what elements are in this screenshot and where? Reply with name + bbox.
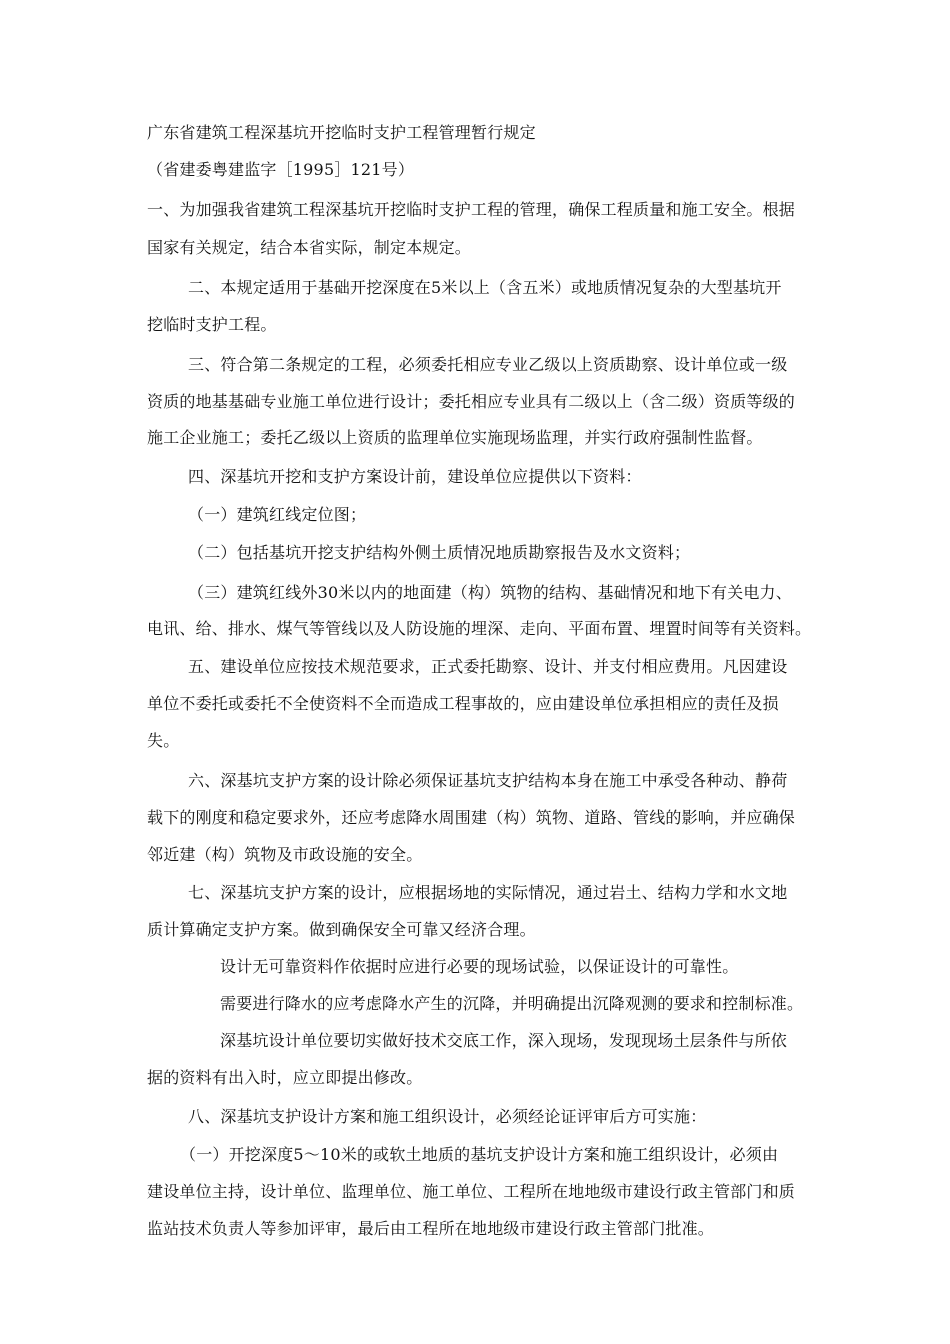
- text-line: 八、深基坑支护设计方案和施工组织设计，必须经论证评审后方可实施：: [188, 1107, 707, 1126]
- text-line: 资质的地基基础专业施工单位进行设计；委托相应专业具有二级以上（含二级）资质等级的: [147, 392, 796, 411]
- text-line: （一）建筑红线定位图；: [188, 505, 367, 524]
- text-line: （三）建筑红线外30米以内的地面建（构）筑物的结构、基础情况和地下有关电力、: [188, 583, 792, 602]
- text-line: 挖临时支护工程。: [147, 315, 277, 334]
- text-line: 失。: [147, 731, 180, 750]
- text-line: 需要进行降水的应考虑降水产生的沉降，并明确提出沉降观测的要求和控制标准。: [220, 994, 804, 1013]
- text-line: 监站技术负责人等参加评审，最后由工程所在地地级市建设行政主管部门批准。: [147, 1219, 715, 1238]
- text-line: （二）包括基坑开挖支护结构外侧土质情况地质勘察报告及水文资料；: [188, 543, 691, 562]
- text-line: 单位不委托或委托不全使资料不全而造成工程事故的，应由建设单位承担相应的责任及损: [147, 694, 779, 713]
- text-line: 三、符合第二条规定的工程，必须委托相应专业乙级以上资质勘察、设计单位或一级: [188, 355, 788, 374]
- text-line: 深基坑设计单位要切实做好技术交底工作，深入现场，发现现场土层条件与所依: [220, 1031, 788, 1050]
- text-line: 国家有关规定，结合本省实际，制定本规定。: [147, 238, 472, 257]
- text-line: 一、为加强我省建筑工程深基坑开挖临时支护工程的管理，确保工程质量和施工安全。根据: [147, 200, 796, 219]
- text-line: 设计无可靠资料作依据时应进行必要的现场试验，以保证设计的可靠性。: [220, 957, 739, 976]
- text-line: 七、深基坑支护方案的设计，应根据场地的实际情况，通过岩土、结构力学和水文地: [188, 883, 788, 902]
- document-number: （省建委粤建监字［1995］121号）: [147, 160, 415, 179]
- text-line: 五、建设单位应按技术规范要求，正式委托勘察、设计、并支付相应费用。凡因建设: [188, 657, 788, 676]
- text-line: 六、深基坑支护方案的设计除必须保证基坑支护结构本身在施工中承受各种动、静荷: [188, 771, 788, 790]
- text-line: 二、本规定适用于基础开挖深度在5米以上（含五米）或地质情况复杂的大型基坑开: [188, 278, 782, 297]
- text-line: 四、深基坑开挖和支护方案设计前，建设单位应提供以下资料：: [188, 467, 642, 486]
- text-line: 邻近建（构）筑物及市政设施的安全。: [147, 845, 423, 864]
- text-line: 电讯、给、排水、煤气等管线以及人防设施的埋深、走向、平面布置、埋置时间等有关资料。: [147, 619, 812, 638]
- text-line: 载下的刚度和稳定要求外，还应考虑降水周围建（构）筑物、道路、管线的影响，并应确保: [147, 808, 796, 827]
- text-line: 建设单位主持，设计单位、监理单位、施工单位、工程所在地地级市建设行政主管部门和质: [147, 1182, 796, 1201]
- document-title: 广东省建筑工程深基坑开挖临时支护工程管理暂行规定: [147, 123, 536, 142]
- text-line: 据的资料有出入时，应立即提出修改。: [147, 1068, 423, 1087]
- text-line: 质计算确定支护方案。做到确保安全可靠又经济合理。: [147, 920, 536, 939]
- text-line: 施工企业施工；委托乙级以上资质的监理单位实施现场监理，并实行政府强制性监督。: [147, 428, 763, 447]
- text-line: （一）开挖深度5～10米的或软土地质的基坑支护设计方案和施工组织设计，必须由: [180, 1145, 779, 1164]
